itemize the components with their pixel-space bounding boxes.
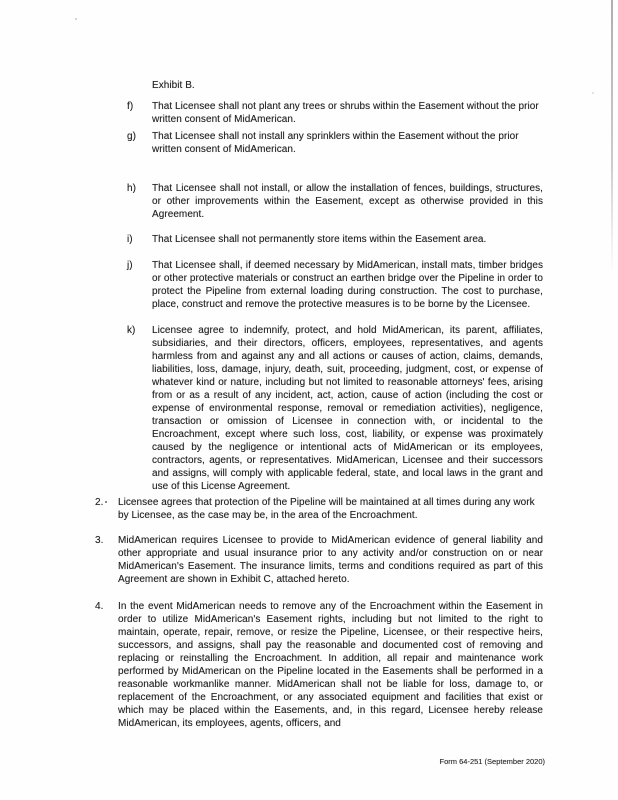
clause-j-label: j)	[127, 260, 133, 271]
clause-f-text: That Licensee shall not plant any trees or shrubs within the Easement without the prior written consent of MidAmerican.	[152, 101, 539, 125]
scan-speck	[105, 501, 107, 503]
scan-speck	[75, 18, 77, 20]
section-4-label: 4.	[95, 601, 104, 612]
clause-k-label: k)	[127, 325, 136, 336]
clause-h-text: That Licensee shall not install, or allow the installation of fences, buildings, structures, or other improvements within the Easement, except as otherwise provided in this Agreement.	[152, 183, 543, 220]
clause-f-label: f)	[127, 101, 134, 112]
clause-i-label: i)	[127, 234, 133, 245]
clause-i-text: That Licensee shall not permanently store items within the Easement area.	[152, 234, 487, 245]
clause-f	[127, 100, 543, 126]
section-4-text: In the event MidAmerican needs to remove any of the Encroachment within the Easement in order to utilize MidAmerican's Easement rights, including but not limited to the right to maintain, operate, repair, remove, or resize the Pipeline, Licensee, or their respective heirs, successors, and assigns, shall pay the reasonable and documented cost of removing and replacing or reinstalling the Encroachment. In addition, all repair and maintenance work performed by MidAmerican on the Pipeline located in the Easements shall be performed in a reasonable workmanlike manner. MidAmerican shall not be liable for loss, damage to, or replacement of the Encroachment, or any associated equipment and facilities that exist or which may be placed within the Easements, and, in this regard, Licensee hereby release MidAmerican, its employees, agents, officers, and	[118, 601, 543, 729]
exhibit-label: Exhibit B.	[152, 80, 195, 91]
clause-h-label: h)	[127, 183, 136, 194]
clause-g-text: That Licensee shall not install any sprinklers within the Easement without the prior written consent of MidAmerican.	[152, 131, 519, 155]
section-4	[95, 600, 543, 730]
document-body	[0, 79, 618, 730]
section-3-text: MidAmerican requires Licensee to provide to MidAmerican evidence of general liability and other appropriate and usual insurance prior to any activity and/or construction on or near MidAmerican's Easement. The insurance limits, terms and conditions required as part of this Agreement are shown in Exhibit C, attached hereto.	[118, 535, 543, 585]
form-number-footer: Form 64-251 (September 2020)	[439, 757, 545, 766]
section-3	[95, 534, 543, 586]
section-2-text: Licensee agrees that protection of the Pipeline will be maintained at all times during any work by Licensee, as the case may be, in the area of the Encroachment.	[118, 497, 535, 521]
section-3-label: 3.	[95, 535, 104, 546]
clause-h	[127, 182, 543, 221]
clause-j-text: That Licensee shall, if deemed necessary by MidAmerican, install mats, timber bridges or other protective materials or construct an earthen bridge over the Pipeline in order to protect the Pipeline from external loading during construction. The cost to purchase, place, construct and remove the protective measures is to be borne by the Licensee.	[152, 260, 543, 310]
clause-g	[127, 130, 543, 156]
clause-g-label: g)	[127, 131, 136, 142]
clause-k	[127, 324, 543, 493]
section-2-label: 2.	[95, 497, 104, 508]
clause-j	[127, 259, 543, 311]
clause-i	[127, 233, 543, 246]
section-2	[95, 496, 543, 522]
scanner-edge-artifact	[611, 0, 613, 275]
clause-k-text: Licensee agree to indemnify, protect, and hold MidAmerican, its parent, affiliates, subsidiaries, and their directors, officers, employees, representatives, and agents harmless from and against any and all actions or causes of action, claims, demands, liabilities, loss, damage, injury, death, suit, proceeding, judgment, cost, or expense of whatever kind or nature, including but not limited to reasonable attorneys' fees, arising from or as a result of any incident, act, action, cause of action (including the cost or expense of environmental response, removal or remediation activities), negligence, transaction or omission of Licensee in connection with, or incidental to the Encroachment, except where such loss, cost, liability, or expense was proximately caused by the negligence or intentional acts of MidAmerican or its employees, contractors, agents, or representatives. MidAmerican, Licensee and their successors and assigns, will comply with applicable federal, state, and local laws in the grant and use of this License Agreement.	[152, 325, 543, 492]
scan-speck	[592, 92, 594, 94]
